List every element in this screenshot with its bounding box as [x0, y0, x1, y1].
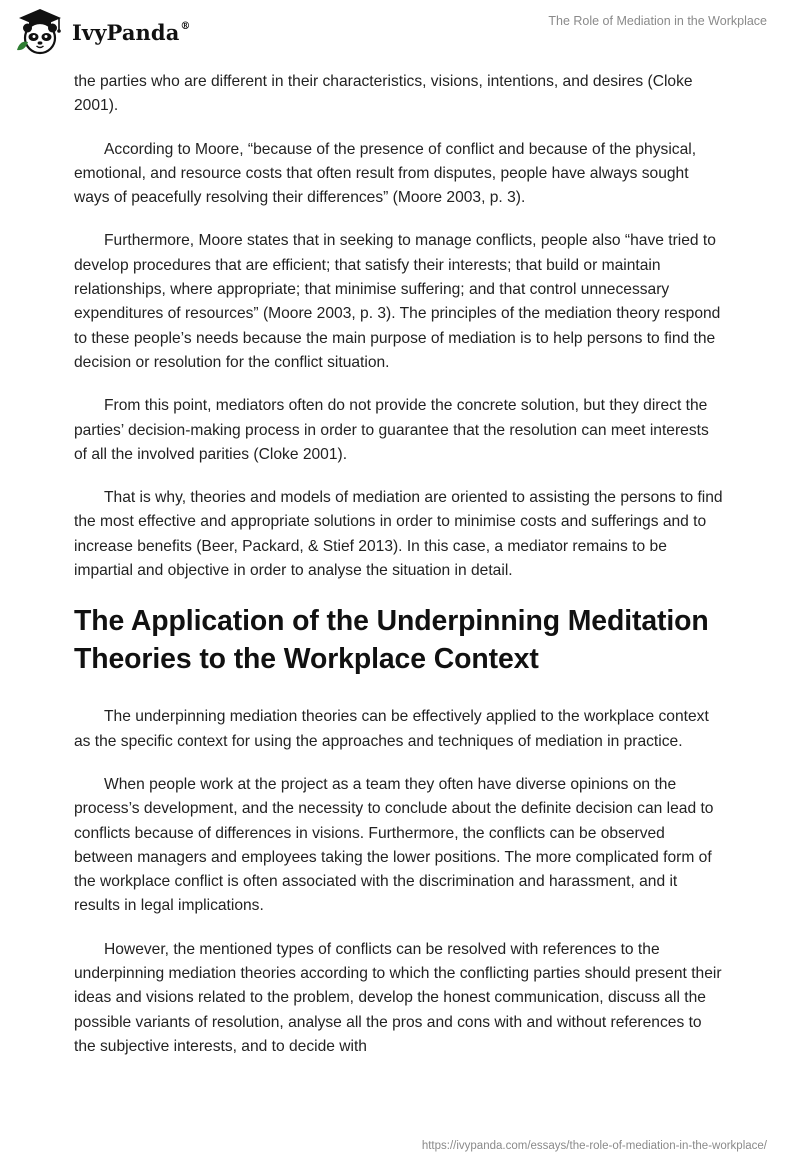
brand-label: IvyPanda	[72, 19, 180, 45]
paragraph-6: The underpinning mediation theories can be effectively applied to the workplace context as the specific context for using the approaches and techniques of mediation in practice.	[74, 708, 709, 750]
paragraph-3: Furthermore, Moore states that in seeking to manage conflicts, people also “have tried to develop procedures that are efficient; that satisfy their interests; that build or maintain relationships, where appropriate; that minimise suffering; and that control unnecessary expenditures of resources” (Moore 2003, p. 3). The principles of the mediation theory respond to these people’s needs because the main purpose of mediation is to help persons to find the decision or resolution for the conflict situation.	[74, 232, 721, 371]
running-title: The Role of Mediation in the Workplace	[548, 14, 767, 28]
article-body	[74, 70, 724, 1078]
paragraph-8: However, the mentioned types of conflicts can be resolved with references to the underpinning mediation theories according to which the conflicting parties should present their ideas and visions related to the problem, develop the honest communication, discuss all the possible variants of resolution, analyse all the pros and cons with and without references to the subjective interests, and to decide with	[74, 940, 722, 1055]
ivypanda-logo[interactable]	[14, 6, 191, 56]
source-url[interactable]: https://ivypanda.com/essays/the-role-of-mediation-in-the-workplace/	[421, 1140, 767, 1152]
paragraph-7: When people work at the project as a team they often have diverse opinions on the process’s development, and the necessity to conclude about the definite decision can lead to conflicts because of differences in visions. Furthermore, the conflicts can be observed between managers and employees taking the lower positions. The more complicated form of the workplace conflict is often associated with the discrimination and harassment, and it results in legal implications.	[74, 775, 714, 915]
paragraph-4: From this point, mediators often do not provide the concrete solution, but they direct the parties’ decision-making process in order to guarantee that the resolution can meet interests of all the involved parities (Cloke 2001).	[74, 397, 709, 463]
section-heading: The Application of the Underpinning Meditation Theories to the Workplace Context	[74, 605, 709, 676]
page-header	[0, 0, 800, 70]
registered-mark: ®	[180, 20, 191, 32]
paragraph-1: the parties who are different in their characteristics, visions, intentions, and desires (Cloke 2001).	[74, 73, 693, 115]
paragraph-5: That is why, theories and models of mediation are oriented to assisting the persons to find the most effective and appropriate solutions in order to minimise costs and sufferings and to increase benefits (Beer, Packard, & Stief 2013). In this case, a mediator remains to be impartial and objective in order to analyse the situation in detail.	[74, 489, 723, 580]
brand-name	[72, 20, 191, 45]
panda-graduate-icon	[14, 6, 66, 56]
paragraph-2: According to Moore, “because of the presence of conflict and because of the physical, emotional, and resource costs that often result from disputes, people have always sought ways of peacefully resolving their differences” (Moore 2003, p. 3).	[74, 140, 697, 207]
